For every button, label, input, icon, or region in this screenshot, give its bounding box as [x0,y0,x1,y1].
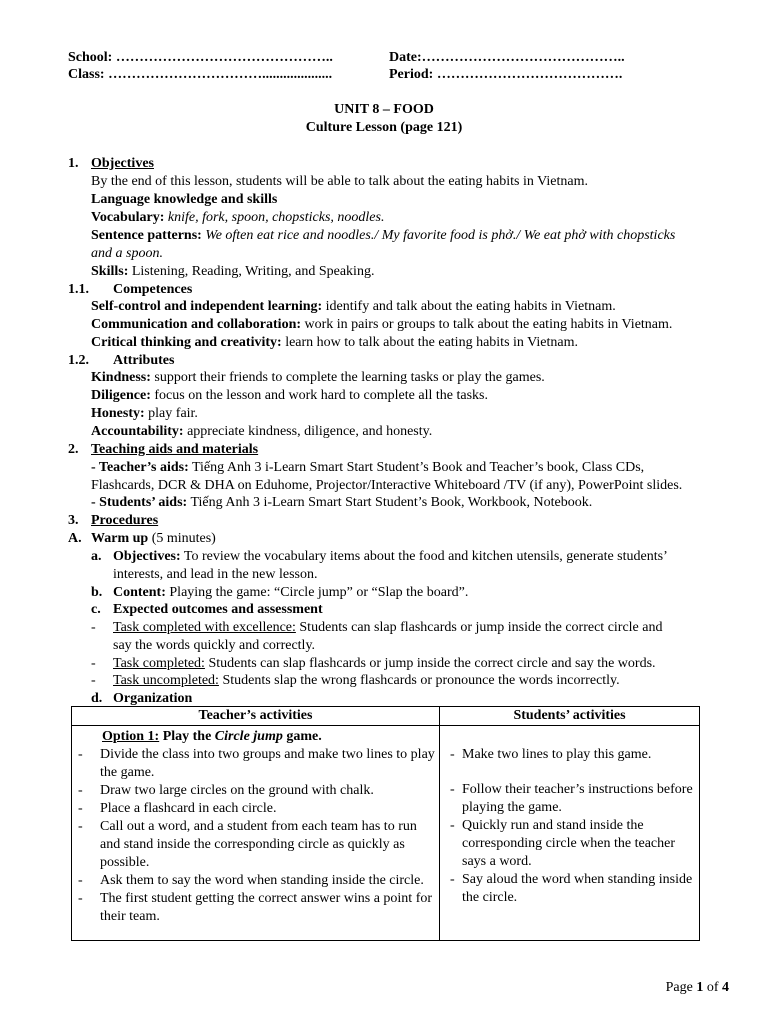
task-excellence-line: Task completed with excellence: Students can slap flashcards or jump inside the correct circle and [113,620,663,635]
period-field [389,66,622,84]
organization-heading: Organization [113,691,193,706]
teacher-aids-line-2: Flashcards, DCR & DHA on Eduhome, Projector/Interactive Whiteboard /TV (if any), PowerPoint slides. [91,478,683,493]
unit-title: UNIT 8 – FOOD [334,102,434,117]
school-label: School: [68,50,113,65]
skills-line: Skills: Listening, Reading, Writing, and Speaking. [91,264,375,279]
warmup-objectives-line: Objectives: To review the vocabulary items about the food and kitchen utensils, generate students’ [113,549,668,564]
list-item: - Follow their teacher’s instructions before playing the game. [450,782,693,815]
organization-table [71,706,700,941]
task-excellence-line-2: say the words quickly and correctly. [113,638,316,653]
period-label: Period: [389,67,434,82]
teacher-activities-cell [72,726,440,941]
list-item: - Place a flashcard in each circle. [78,801,277,816]
class-dots: …………………………….................... [108,67,333,82]
attributes-heading: Attributes [113,353,175,368]
page-footer: Page 1 of 4 [665,980,729,995]
warmup-objectives-line-2: interests, and lead in the new lesson. [113,567,318,582]
list-item: - Call out a word, and a student from each team has to run and stand inside the corresponding circle as quickly as possible. [78,819,417,870]
attribute-item: Diligence: focus on the lesson and work hard to complete all the tasks. [91,388,488,403]
competence-item: Critical thinking and creativity: learn how to talk about the eating habits in Vietnam. [91,335,579,350]
attribute-item: Accountability: appreciate kindness, diligence, and honesty. [91,424,433,439]
section-1-2-number: 1.2. [68,353,89,368]
item-c-letter: c. [91,602,101,617]
section-a-letter: A. [68,531,82,546]
list-item: - The first student getting the correct answer wins a point for their team. [78,891,433,924]
task-completed-line: Task completed: Students can slap flashcards or jump inside the correct circle and say the words. [113,656,656,671]
date-label: Date: [389,50,422,65]
page-total: 4 [722,980,729,995]
task-dash: - [91,620,96,635]
warm-up-heading: Warm up (5 minutes) [91,531,216,546]
warmup-content-line: Content: Playing the game: “Circle jump” or “Slap the board”. [113,585,469,600]
list-item: - Ask them to say the word when standing inside the circle. [78,873,424,888]
task-dash: - [91,673,96,688]
students-activities-header: Students’ activities [440,707,700,726]
page-number: 1 [696,980,704,995]
section-1-1-number: 1.1. [68,282,89,297]
vocabulary-line: Vocabulary: knife, fork, spoon, chopsticks, noodles. [91,210,385,225]
school-field [68,49,333,67]
lesson-title: Culture Lesson (page 121) [305,120,463,135]
item-d-letter: d. [91,691,103,706]
section-2-heading: Teaching aids and materials [91,442,259,457]
period-dots: …………………………………. [436,67,623,82]
section-3-heading: Procedures [91,513,159,528]
school-dots: ……………………………………….. [115,50,333,65]
language-knowledge-heading: Language knowledge and skills [91,192,278,207]
section-1-number: 1. [68,156,79,171]
section-2-number: 2. [68,442,79,457]
list-item: - Say aloud the word when standing inside the circle. [450,872,693,905]
list-item: - Divide the class into two groups and make two lines to play the game. [78,747,435,780]
list-item: - Make two lines to play this game. [450,747,652,762]
class-field [68,66,332,84]
date-dots: …………………………………….. [421,50,625,65]
option-title: Option 1: Play the Circle jump game. [102,729,322,744]
class-label: Class: [68,67,105,82]
teacher-activities-header: Teacher’s activities [72,707,440,726]
objectives-intro: By the end of this lesson, students will be able to talk about the eating habits in Vietnam. [91,174,588,189]
item-a-letter: a. [91,549,102,564]
students-aids-line: - Students’ aids: Tiếng Anh 3 i-Learn Smart Start Student’s Book, Workbook, Notebook. [91,495,593,510]
sentence-patterns-line: Sentence patterns: We often eat rice and noodles./ My favorite food is phở./ We eat phở with chopsticks [91,228,676,243]
attribute-item: Kindness: support their friends to complete the learning tasks or play the games. [91,370,545,385]
expected-outcomes-heading: Expected outcomes and assessment [113,602,323,617]
students-activities-cell [440,726,700,941]
table-header-row [72,707,700,726]
competences-heading: Competences [113,282,193,297]
task-uncompleted-line: Task uncompleted: Students slap the wrong flashcards or pronounce the words incorrectly. [113,673,620,688]
teacher-aids-line: - Teacher’s aids: Tiếng Anh 3 i-Learn Smart Start Student’s Book and Teacher’s book, Class CDs, [91,460,645,475]
attribute-item: Honesty: play fair. [91,406,198,421]
task-dash: - [91,656,96,671]
sentence-patterns-line-2: and a spoon. [91,246,163,261]
table-row [72,726,700,941]
date-field [389,49,625,67]
competence-item: Self-control and independent learning: identify and talk about the eating habits in Vietnam. [91,299,616,314]
section-1-heading: Objectives [91,156,154,171]
list-item: - Quickly run and stand inside the corresponding circle when the teacher says a word. [450,818,676,869]
item-b-letter: b. [91,585,103,600]
list-item: - Draw two large circles on the ground with chalk. [78,783,374,798]
competence-item: Communication and collaboration: work in pairs or groups to talk about the eating habits in Vietnam. [91,317,673,332]
section-3-number: 3. [68,513,79,528]
